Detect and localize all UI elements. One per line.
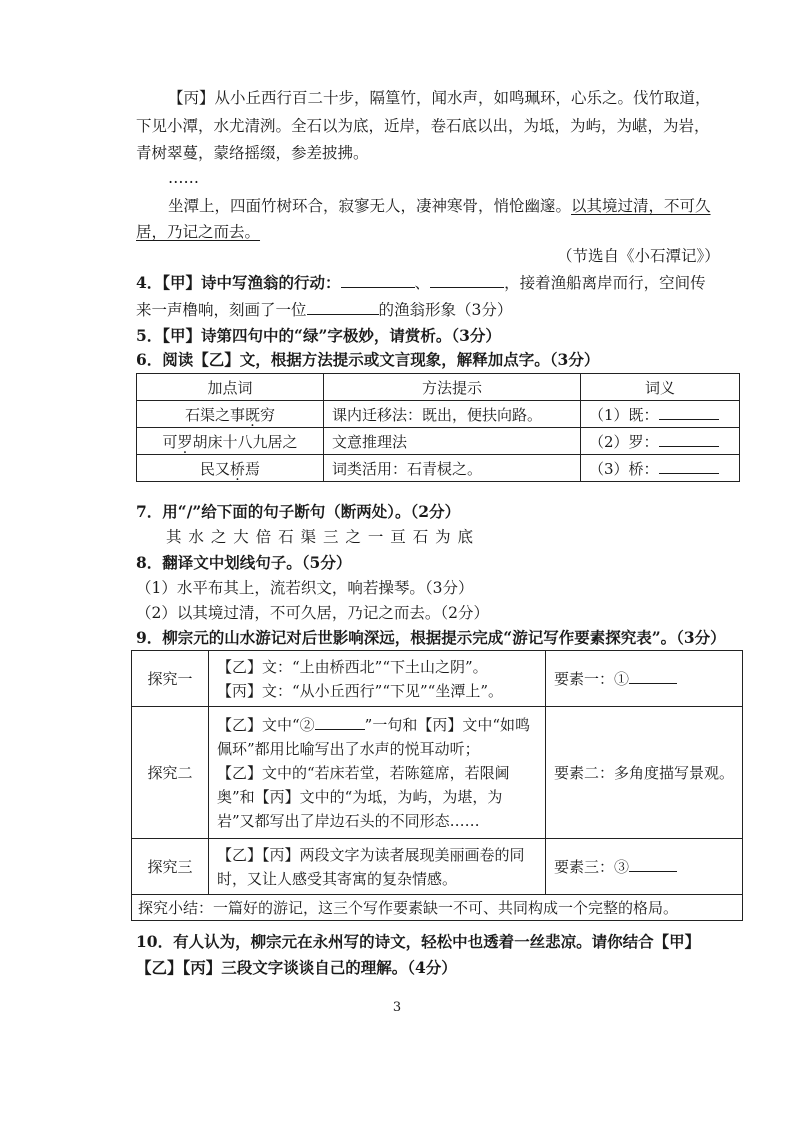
q9-row-content	[208, 707, 545, 839]
q6-meaning-cell	[581, 401, 740, 428]
q6-text: 6．阅读【乙】文，根据方法提示或文言现象，解释加点字。（3分）	[136, 350, 600, 369]
q9-row2-text-a: 【乙】文中“②	[216, 715, 315, 734]
q8-item-1: （1）水平布其上，流若织文，响若操琴。（3分）	[136, 579, 474, 597]
q9-row1-line1: 【乙】文：“上由桥西北”“下土山之阴”。	[216, 657, 488, 676]
q4-line-2	[136, 300, 512, 320]
q6-word-pre: 可	[162, 432, 178, 451]
q6-word-pre: 民又	[199, 459, 230, 478]
q6-word-post: 胡床十八九居之	[192, 432, 298, 451]
passage-line-3: 青树翠蔓，蒙络摇缀，参差披拂。	[136, 144, 369, 162]
q9-answer-blank-3[interactable]	[629, 857, 677, 872]
q10-line-1: 10．有人认为，柳宗元在永州写的诗文，轻松中也透着一丝悲凉。请你结合【甲】	[136, 932, 701, 951]
q4-text-c: 来一声橹响，刻画了一位	[136, 301, 307, 319]
q5-text: 5．【甲】诗第四句中的“绿”字极妙，请赏析。（3分）	[136, 326, 501, 345]
q6-method-cell: 课内迁移法：既出，便扶向路。	[324, 401, 581, 428]
q6-dotted-char: 既	[244, 405, 260, 424]
q6-word-cell	[137, 428, 324, 455]
q9-table	[131, 650, 743, 921]
q6-meaning-label: （2）罗：	[589, 432, 659, 451]
q9-row-element	[545, 839, 742, 895]
passage-line-1: 【丙】从小丘西行百二十步，隔篁竹，闻水声，如鸣珮环，心乐之。伐竹取道，	[168, 89, 711, 107]
q4-text-b: ，接着渔船离岸而行，空间传	[504, 274, 706, 292]
q9-text: 9．柳宗元的山水游记对后世影响深远，根据提示完成“游记写作要素探究表”。（3分）	[136, 628, 726, 647]
passage-ellipsis: ……	[168, 169, 199, 187]
q6-row	[137, 428, 740, 455]
q9-summary: 探究小结：一篇好的游记，这三个写作要素缺一不可、共同构成一个完整的格局。	[132, 895, 743, 921]
q4-text-d: 的渔翁形象（3分）	[378, 301, 513, 319]
q6-answer-blank[interactable]	[659, 405, 719, 420]
q9-row-3	[132, 839, 743, 895]
q6-header-row	[137, 374, 740, 401]
q4-line-1	[136, 273, 706, 293]
q9-row-element: 要素二：多角度描写景观。	[545, 707, 742, 839]
q6-method-cell: 词类活用：石青棂之。	[324, 455, 581, 482]
passage-line-2: 下见小潭，水尤清洌。全石以为底，近岸，卷石底以出，为坻，为屿，为嵁，为岩，	[136, 117, 710, 135]
q9-row-1	[132, 651, 743, 707]
q9-answer-blank-1[interactable]	[629, 669, 677, 684]
q9-row-label: 探究三	[132, 839, 209, 895]
q7-text: 7．用“/”给下面的句子断句（断两处）。（2分）	[136, 502, 461, 521]
q4-blank-2	[430, 273, 504, 288]
q6-table	[136, 373, 740, 482]
q6-dotted-char: 桥	[229, 459, 245, 478]
page-number: 3	[392, 1000, 402, 1015]
q6-meaning-label: （1）既：	[589, 405, 659, 424]
q6-header-meaning: 词义	[581, 374, 740, 401]
q6-dotted-char: 罗	[177, 432, 193, 451]
q6-word-pre: 石渠之事	[184, 405, 245, 424]
q6-answer-blank[interactable]	[659, 459, 719, 474]
q9-answer-blank-2[interactable]	[315, 715, 365, 730]
q4-text-a: 4．【甲】诗中写渔翁的行动：	[136, 273, 341, 292]
q6-answer-blank[interactable]	[659, 432, 719, 447]
q8-item-2: （2）以其境过清，不可久居，乃记之而去。（2分）	[136, 604, 489, 622]
passage-source: （节选自《小石潭记》）	[557, 247, 720, 265]
q6-row	[137, 455, 740, 482]
passage-line-4-text: 坐潭上，四面竹树环合，寂寥无人，凄神寒骨，悄怆幽邃。	[168, 197, 572, 215]
q6-row	[137, 401, 740, 428]
q4-blank-1	[341, 273, 415, 288]
q9-element-label: 要素三：③	[553, 858, 629, 876]
q6-word-cell	[137, 401, 324, 428]
q9-row-label: 探究一	[132, 651, 209, 707]
underlined-sentence-part-1: 以其境过清，不可久	[571, 197, 711, 215]
q6-header-word: 加点词	[137, 374, 324, 401]
q6-meaning-label: （3）桥：	[589, 459, 659, 478]
passage-line-4	[168, 196, 711, 216]
q6-meaning-cell	[581, 428, 740, 455]
underlined-sentence-part-2: 居，乃记之而去。	[136, 223, 261, 241]
q8-text: 8．翻译文中划线句子。（5分）	[136, 553, 352, 572]
q6-word-post: 焉	[245, 459, 261, 478]
q9-row-2	[132, 707, 743, 839]
q4-blank-3	[307, 300, 379, 315]
q9-summary-row	[132, 895, 743, 921]
q6-word-cell	[137, 455, 324, 482]
q9-row-element	[545, 651, 742, 707]
q9-row-content	[208, 651, 545, 707]
q9-row2-text-b: ”一句和【丙】文中“如鸣佩环”都用比喻写出了水声的悦耳动听；	[216, 715, 530, 758]
q6-header-method: 方法提示	[324, 374, 581, 401]
q9-row1-line2: 【丙】文：“从小丘西行”“下见”“坐潭上”。	[216, 681, 503, 700]
q6-word-post: 穷	[260, 405, 276, 424]
q6-meaning-cell	[581, 455, 740, 482]
q7-sentence: 其 水 之 大 倍 石 渠 三 之 一 亘 石 为 底	[166, 528, 475, 546]
q9-row-content: 【乙】【丙】两段文字为读者展现美丽画卷的同时，又让人感受其寄寓的复杂情感。	[208, 839, 545, 895]
passage-line-5	[136, 222, 260, 242]
q9-row2-line2: 【乙】文中的“若床若堂，若陈筵席，若限阃奥”和【丙】文中的“为坻，为屿，为堪，为岩”又都写出了岸边石头的不同形态……	[216, 763, 510, 830]
q9-row-label: 探究二	[132, 707, 209, 839]
q4-sep: 、	[414, 274, 431, 292]
q6-method-cell: 文意推理法	[324, 428, 581, 455]
q9-row2-line1	[217, 713, 537, 761]
q9-element-label: 要素一：①	[553, 670, 629, 688]
q10-line-2: 【乙】【丙】三段文字谈谈自己的理解。（4分）	[136, 958, 457, 977]
